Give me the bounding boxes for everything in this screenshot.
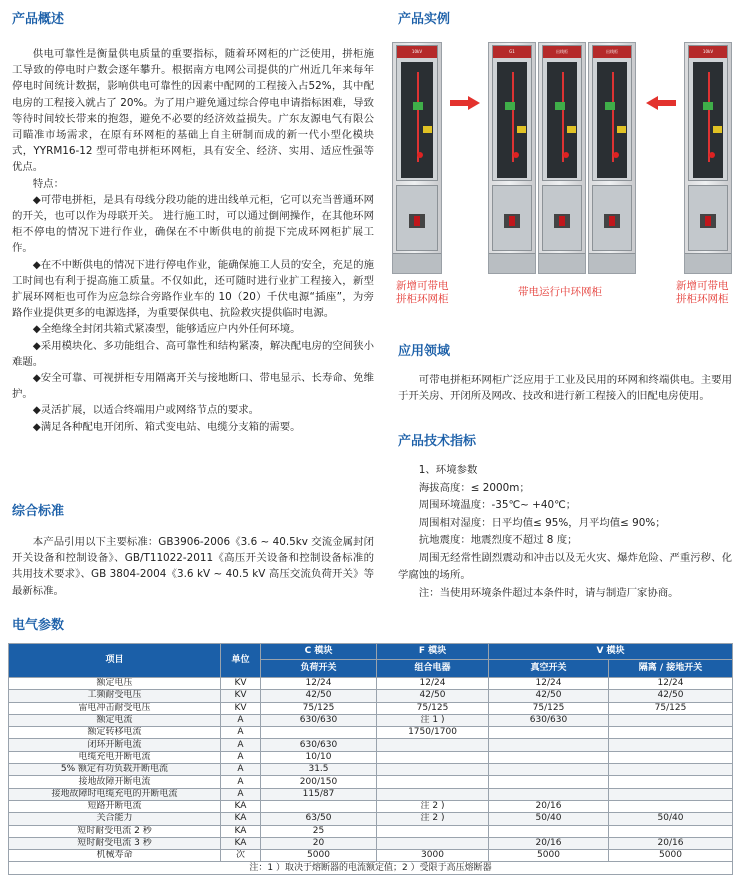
row-label: 额定转移电流 [9, 727, 221, 739]
overview-title: 产品概述 [12, 12, 65, 27]
table-cell: 75/125 [261, 702, 377, 714]
table-cell: 75/125 [609, 702, 733, 714]
table-row [9, 727, 733, 739]
overview-paragraph: 供电可靠性是衡量供电质量的重要指标，随着环网柜的广泛使用，拼柜施工导致的停电时户数会逐年攀升。根据南方电网公司提供的广州近几年来每年停电时间统计数据，影响供电可靠性的因素中配网的工程接入占52%，其中配电房的工程接入就占了 20%。为了用户避免通过综合停电申请指标困难，导致等待时间较长带来的抱怨，避免不必要的经济效益损失。广东友源电气有限公司瞄准市场需求，在原有环网柜的基础上自主研制而成的新一代小型化模块式，YYRM16-12 型可带电拼柜环网柜，具有安全、经济、实用、适应性强等优点。 [12, 48, 374, 174]
table-row [9, 764, 733, 776]
table-cell [609, 714, 733, 726]
table-row [9, 714, 733, 726]
header-v-sub2: 隔离 / 接地开关 [609, 660, 733, 678]
electrical-table [8, 643, 733, 875]
table-cell: 20/16 [489, 800, 609, 812]
feature-item: ◆可带电拼柜，是具有母线分段功能的进出线单元柜，它可以充当普通环网的开关，也可以作为母联开关。 进行施工时，可以通过倒闸操作，在其他环网柜不停电的情况下进行作业，确保在不中断供电的前提下完成环网柜扩展工作。 [12, 193, 374, 255]
table-cell [261, 800, 377, 812]
table-cell [489, 764, 609, 776]
overview-features-label: 特点： [32, 177, 64, 190]
table-cell: 12/24 [377, 678, 489, 690]
row-label: 短时耐受电流 2 秒 [9, 825, 221, 837]
electrical-title: 电气参数 [12, 618, 65, 633]
table-cell: KA [221, 825, 261, 837]
table-row [9, 813, 733, 825]
row-label: 额定电压 [9, 678, 221, 690]
application-title: 应用领域 [398, 344, 451, 359]
table-cell [489, 788, 609, 800]
table-cell: 1750/1700 [377, 727, 489, 739]
table-cell: 20/16 [609, 837, 733, 849]
table-cell: 42/50 [377, 690, 489, 702]
table-cell: 63/50 [261, 813, 377, 825]
panel-label: 出线柜 [543, 46, 581, 58]
panel-label: 10kV [689, 46, 727, 58]
table-row [9, 850, 733, 862]
table-cell: 42/50 [489, 690, 609, 702]
table-cell: 42/50 [261, 690, 377, 702]
spec-note: 注：当使用环境条件超过本条件时，请与制造厂家协商。 [418, 586, 679, 599]
table-cell [377, 776, 489, 788]
row-label: 5% 额定有功负载开断电流 [9, 764, 221, 776]
table-cell: 10/10 [261, 751, 377, 763]
example-title: 产品实例 [398, 12, 451, 27]
table-cell: A [221, 739, 261, 751]
table-cell: 75/125 [377, 702, 489, 714]
specs-title: 产品技术指标 [398, 434, 477, 449]
feature-item: ◆灵活扩展，以适合终端用户或网络节点的要求。 [32, 404, 259, 417]
header-v-sub1: 真空开关 [489, 660, 609, 678]
table-cell [377, 751, 489, 763]
standards-text: 本产品引用以下主要标准：GB3906-2006《3.6 ~ 40.5kv 交流金属封闭开关设备和控制设备》、GB/T11022-2011《高压开关设备和控制设备标准的共用技术要求》、GB 3804-2004《3.6 kV ~ 40.5 kV 高压交流负荷开关》等最新标准。 [12, 536, 374, 597]
table-row [9, 690, 733, 702]
table-row [9, 739, 733, 751]
table-cell [377, 739, 489, 751]
row-label: 接地故障时电缆充电的开断电流 [9, 788, 221, 800]
row-label: 闭环开断电流 [9, 739, 221, 751]
table-cell: 25 [261, 825, 377, 837]
table-cell: A [221, 751, 261, 763]
cabinet-middle-1 [488, 42, 536, 274]
table-cell: 20/16 [489, 837, 609, 849]
header-f-sub: 组合电器 [377, 660, 489, 678]
row-label: 电缆充电开断电流 [9, 751, 221, 763]
table-row [9, 837, 733, 849]
application-body [398, 372, 732, 404]
table-cell [261, 727, 377, 739]
spec-line: 周围环境温度：-35℃~ +40℃； [418, 499, 577, 511]
table-cell: 注 2 ) [377, 813, 489, 825]
table-cell: 50/40 [489, 813, 609, 825]
standards-body [12, 534, 374, 599]
table-cell: 5000 [261, 850, 377, 862]
table-cell: KA [221, 800, 261, 812]
table-cell: 630/630 [261, 739, 377, 751]
table-cell: KV [221, 678, 261, 690]
table-cell [489, 825, 609, 837]
table-cell [489, 739, 609, 751]
table-row [9, 800, 733, 812]
spec-line: 抗地震度：地震烈度不超过 8 度； [418, 534, 578, 546]
panel-label: G1 [493, 46, 531, 58]
table-cell: 次 [221, 850, 261, 862]
table-cell: 31.5 [261, 764, 377, 776]
table-cell: KV [221, 702, 261, 714]
cabinet-middle-2 [538, 42, 586, 274]
arrow-left-icon [646, 96, 676, 110]
spec-line: 海拔高度：≤ 2000m； [418, 481, 530, 494]
table-row [9, 825, 733, 837]
standards-title: 综合标准 [12, 504, 65, 519]
cabinet-right [684, 42, 732, 274]
table-cell: 200/150 [261, 776, 377, 788]
table-row [9, 788, 733, 800]
table-cell: 3000 [377, 850, 489, 862]
application-text: 可带电拼柜环网柜广泛应用于工业及民用的环网和终端供电。主要用于开关房、开闭所及网改、技改和进行新工程接入的旧配电房使用。 [398, 374, 732, 403]
feature-item: ◆在不中断供电的情况下进行停电作业，能确保施工人员的安全，充足的施工时间也有利于提高施工质量。不仅如此，还可随时进行业扩工程接入，新型扩展环网柜也可作为应急综合旁路作业车的 10（20）千伏电源“插座”，为旁路作业提供更多的电源选择，为重要保供电、抗险救灾提供临时电源。 [12, 258, 374, 320]
table-cell: A [221, 764, 261, 776]
table-row [9, 751, 733, 763]
spec-line: 周围无经常性剧烈震动和冲击以及无火灾、爆炸危险、严重污秽、化学腐蚀的场所。 [398, 551, 732, 581]
specs-body [398, 462, 732, 602]
panel-label: 10kV [397, 46, 437, 58]
table-cell: 5000 [489, 850, 609, 862]
table-cell [377, 788, 489, 800]
table-cell: 5000 [609, 850, 733, 862]
table-cell: A [221, 788, 261, 800]
row-label: 接地故障开断电流 [9, 776, 221, 788]
header-item: 项目 [9, 644, 221, 678]
table-cell [489, 727, 609, 739]
row-label: 关合能力 [9, 813, 221, 825]
cabinet-left [392, 42, 442, 274]
header-unit: 单位 [221, 644, 261, 678]
table-cell: 42/50 [609, 690, 733, 702]
spec-line: 周围相对湿度：日平均值≤ 95%，月平均值≤ 90%； [418, 516, 666, 529]
table-row [9, 776, 733, 788]
table-cell: KV [221, 690, 261, 702]
table-row [9, 702, 733, 714]
table-cell [489, 776, 609, 788]
feature-item: ◆满足各种配电开闭所、箱式变电站、电缆分支箱的需要。 [32, 420, 301, 433]
table-cell: A [221, 714, 261, 726]
row-label: 短路开断电流 [9, 800, 221, 812]
header-c-module: C 模块 [261, 644, 377, 660]
table-cell [609, 739, 733, 751]
spec-line: 1、环境参数 [418, 464, 478, 476]
arrow-right-icon [450, 96, 480, 110]
feature-item: ◆安全可靠、可视拼柜专用隔离开关与接地断口、带电显示、长寿命、免维护。 [12, 372, 374, 401]
caption-right: 新增可带电 拼柜环网柜 [676, 280, 729, 305]
table-cell [609, 776, 733, 788]
header-f-module: F 模块 [377, 644, 489, 660]
table-cell [609, 751, 733, 763]
table-cell: A [221, 727, 261, 739]
row-label: 工频耐受电压 [9, 690, 221, 702]
table-cell: 注 2 ) [377, 800, 489, 812]
header-v-module: V 模块 [489, 644, 733, 660]
table-cell [377, 764, 489, 776]
feature-item: ◆采用模块化、多功能组合、高可靠性和结构紧凑，解决配电房的空间狭小难题。 [12, 339, 374, 368]
table-cell [377, 825, 489, 837]
table-cell: KA [221, 813, 261, 825]
table-cell [609, 764, 733, 776]
table-cell [609, 800, 733, 812]
table-cell [609, 727, 733, 739]
table-cell: KA [221, 837, 261, 849]
table-cell: A [221, 776, 261, 788]
table-cell [609, 825, 733, 837]
table-cell [489, 751, 609, 763]
table-cell: 50/40 [609, 813, 733, 825]
caption-center: 带电运行中环网柜 [518, 286, 602, 298]
row-label: 额定电流 [9, 714, 221, 726]
table-cell: 115/87 [261, 788, 377, 800]
table-cell [609, 788, 733, 800]
row-label: 短时耐受电流 3 秒 [9, 837, 221, 849]
caption-left: 新增可带电 拼柜环网柜 [396, 280, 449, 305]
header-c-sub: 负荷开关 [261, 660, 377, 678]
table-cell: 12/24 [609, 678, 733, 690]
table-cell: 75/125 [489, 702, 609, 714]
cabinet-middle-3 [588, 42, 636, 274]
table-cell: 注 1 ) [377, 714, 489, 726]
row-label: 雷电冲击耐受电压 [9, 702, 221, 714]
table-note: 注：1 ）取决于熔断器的电流额定值；2 ）受限于高压熔断器 [9, 862, 733, 874]
table-cell: 12/24 [489, 678, 609, 690]
table-row [9, 678, 733, 690]
table-cell [377, 837, 489, 849]
table-cell: 20 [261, 837, 377, 849]
electrical-table-body [9, 678, 733, 862]
table-cell: 630/630 [261, 714, 377, 726]
feature-item: ◆全绝缘全封闭共箱式紧凑型，能够适应户内外任何环境。 [32, 323, 301, 336]
product-photo [392, 42, 732, 274]
panel-label: 出线柜 [593, 46, 631, 58]
overview-body [12, 46, 374, 435]
row-label: 机械寿命 [9, 850, 221, 862]
table-cell: 12/24 [261, 678, 377, 690]
table-cell: 630/630 [489, 714, 609, 726]
